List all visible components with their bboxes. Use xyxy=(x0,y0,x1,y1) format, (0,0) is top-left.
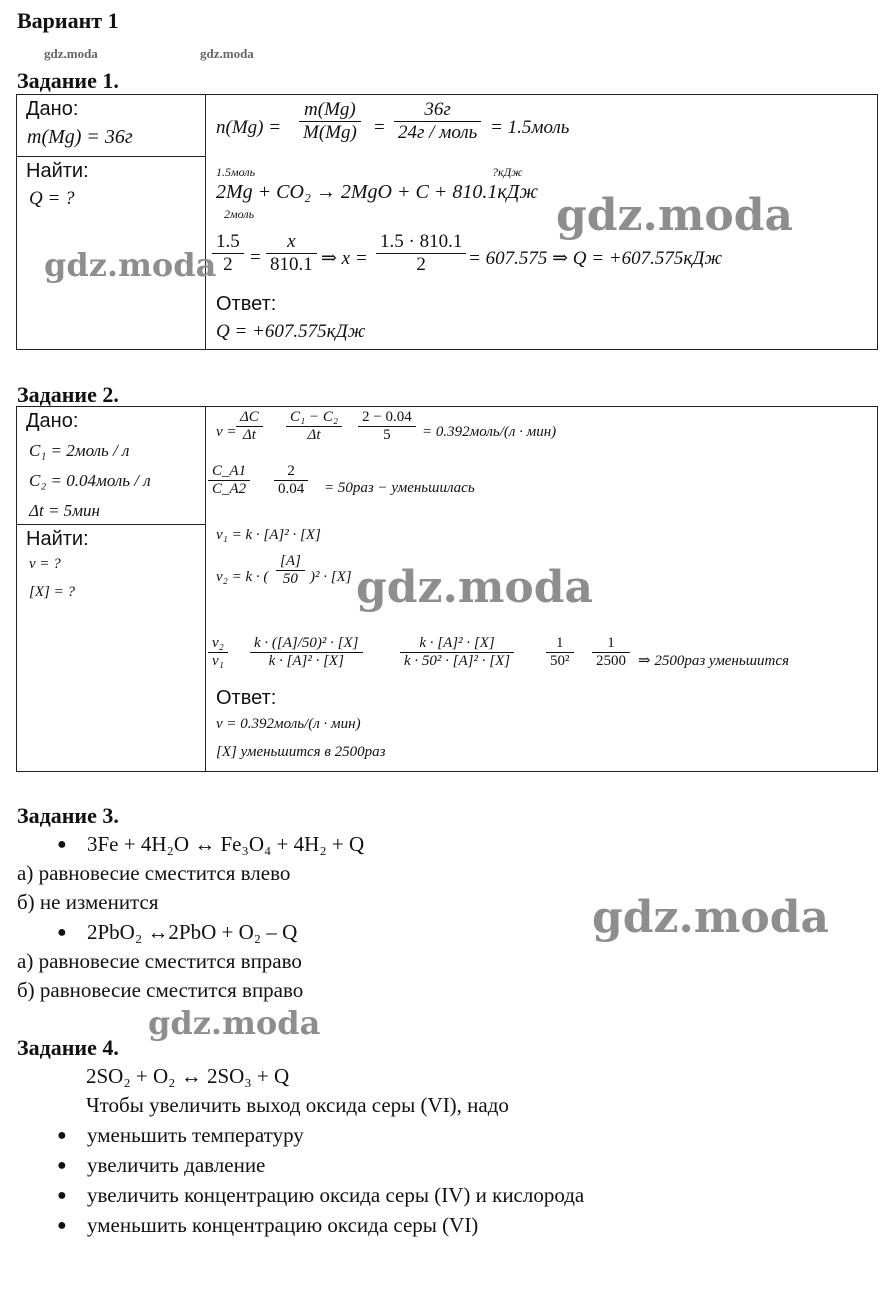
task2-given-c1: C₁ = 2моль / л xyxy=(29,441,130,460)
task2-ratio-f1 xyxy=(250,635,363,670)
task2-r-num2: 2 xyxy=(274,463,308,481)
task3-b1: б) не изменится xyxy=(17,890,159,914)
task3-a2: а) равновесие сместится вправо xyxy=(17,949,302,973)
task2-v-frac3 xyxy=(358,409,416,444)
task2-ratio-f2-num: k · [A]² · [X] xyxy=(400,635,514,653)
task2-v-result: = 0.392моль/(л · мин) xyxy=(422,424,557,440)
task1-answer: Q = +607.575кДж xyxy=(216,321,366,342)
task2-given-dt: Δt = 5мин xyxy=(29,501,100,520)
task2-given-cell xyxy=(17,407,206,525)
task2-find-cell xyxy=(17,525,206,772)
task4-item-text: уменьшить концентрацию оксида серы (VI) xyxy=(87,1213,479,1237)
watermark-2: gdz.moda xyxy=(556,190,794,241)
watermark-small-1: gdz.moda xyxy=(44,46,98,61)
task2-given-label: Дано: xyxy=(26,410,79,432)
task2-ratio-f4-num: 1 xyxy=(592,635,630,653)
task2-find-x: [X] = ? xyxy=(29,584,75,600)
task1-eq-sign: = xyxy=(374,117,385,138)
task4-item-2 xyxy=(57,1153,265,1178)
task1-p-den1: 2 xyxy=(223,254,233,275)
task1-n-frac1 xyxy=(299,99,361,144)
task4-item-text: уменьшить температуру xyxy=(87,1123,304,1147)
task1-reaction: 2Mg + CO₂ → 2MgO + C + 810.1кДж xyxy=(216,181,539,203)
task1-answer-label: Ответ: xyxy=(216,293,277,315)
task2-ratio-f3-den: 50² xyxy=(550,653,570,669)
watermark-3: gdz.moda xyxy=(356,562,594,613)
task1-below-mg: 2моль xyxy=(224,207,255,221)
task1-p-num3: 1.5 · 810.1 xyxy=(376,231,466,254)
task4-intro: Чтобы увеличить выход оксида серы (VI), надо xyxy=(86,1093,509,1117)
task1-find-line: Q = ? xyxy=(29,188,75,209)
task2-find-v: v = ? xyxy=(29,556,61,572)
task1-n-den2: 24г / моль xyxy=(398,122,478,143)
bullet-icon: ● xyxy=(57,1127,67,1144)
task1-p-result: = 607.575 ⇒ Q = +607.575кДж xyxy=(468,248,723,269)
task2-ratio-f2-den: k · 50² · [A]² · [X] xyxy=(404,653,511,669)
task1-given-cell xyxy=(17,95,206,157)
task2-v-frac1 xyxy=(236,409,263,444)
task1-n-num1: m(Mg) xyxy=(299,99,361,122)
watermark-1: gdz.moda xyxy=(44,246,217,284)
task2-ratio-f4 xyxy=(592,635,630,670)
task2-answer2: [X] уменьшится в 2500раз xyxy=(216,744,386,760)
bullet-icon: ● xyxy=(57,1187,67,1204)
task1-p-den3: 2 xyxy=(416,254,426,275)
task2-v1: v₁ = k · [A]² · [X] xyxy=(216,527,321,543)
task1-heading: Задание 1. xyxy=(17,68,119,93)
task2-v2-den: 50 xyxy=(282,571,298,587)
bullet-icon: ● xyxy=(57,924,67,941)
task3-heading: Задание 3. xyxy=(17,803,119,828)
watermark-4: gdz.moda xyxy=(592,892,830,943)
bullet-icon: ● xyxy=(57,1217,67,1234)
task2-answer-label: Ответ: xyxy=(216,687,277,709)
task2-v-den1: Δt xyxy=(242,427,256,443)
task4-item-1 xyxy=(57,1123,304,1148)
task1-above-q: ?кДж xyxy=(492,165,523,179)
task2-v-den3: 5 xyxy=(383,427,391,443)
task1-p-mid: ⇒ x = xyxy=(321,248,368,269)
task3-eq2-text: 2PbO₂ ↔2PbO + O₂ – Q xyxy=(87,920,298,944)
task2-ratio-num: v₂ xyxy=(208,635,228,653)
task2-ratio-f4-den: 2500 xyxy=(596,653,626,669)
bullet-icon: ● xyxy=(57,1157,67,1174)
task2-ratio-den: v₁ xyxy=(212,653,224,669)
task1-p-den2: 810.1 xyxy=(270,254,313,275)
task1-n-den1: M(Mg) xyxy=(303,122,357,143)
task2-r-den2: 0.04 xyxy=(278,481,305,497)
task2-ratio-f1-den: k · [A]² · [X] xyxy=(268,653,344,669)
task2-heading: Задание 2. xyxy=(17,382,119,407)
task4-item-3 xyxy=(57,1183,584,1208)
task1-p-frac3 xyxy=(376,231,466,276)
task2-v-num3: 2 − 0.04 xyxy=(358,409,416,427)
task1-p-num1: 1.5 xyxy=(212,231,244,254)
task4-eq: 2SO₂ + O₂ ↔ 2SO₃ + Q xyxy=(86,1064,290,1088)
task2-v2-rhs: )² · [X] xyxy=(310,569,352,585)
task3-b2: б) равновесие сместится вправо xyxy=(17,978,304,1002)
task2-find-label: Найти: xyxy=(26,528,89,550)
task1-n-frac2 xyxy=(394,99,481,144)
task2-v-lhs: v = xyxy=(216,424,237,440)
task1-n-result: = 1.5моль xyxy=(490,117,570,138)
task2-r-frac1 xyxy=(208,463,250,498)
task2-ratio-result: ⇒ 2500раз уменьшится xyxy=(638,653,789,669)
watermark-small-2: gdz.moda xyxy=(200,46,254,61)
task1-n-lhs: n(Mg) = xyxy=(216,117,282,138)
task2-v-num1: ΔC xyxy=(236,409,263,427)
task1-p-num2: x xyxy=(266,231,317,254)
task4-item-text: увеличить давление xyxy=(87,1153,266,1177)
task2-v-den2: Δt xyxy=(307,427,321,443)
task1-p-frac1 xyxy=(212,231,244,276)
task2-ratio-f1-num: k · ([A]/50)² · [X] xyxy=(250,635,363,653)
task1-n-num2: 36г xyxy=(394,99,481,122)
task1-find-label: Найти: xyxy=(26,160,89,182)
task2-r-frac2 xyxy=(274,463,308,498)
bullet-icon: ● xyxy=(57,836,67,853)
task1-p-frac2 xyxy=(266,231,317,276)
task2-v2-num: [A] xyxy=(276,553,305,571)
task2-v-frac2 xyxy=(286,409,342,444)
task3-eq1 xyxy=(57,832,364,857)
task4-item-text: увеличить концентрацию оксида серы (IV) и кислорода xyxy=(87,1183,585,1207)
task4-heading: Задание 4. xyxy=(17,1035,119,1060)
task2-ratio-frac xyxy=(208,635,228,670)
task1-given-label: Дано: xyxy=(26,98,79,120)
task3-eq2 xyxy=(57,920,297,945)
task2-r-num: C_A1 xyxy=(208,463,250,481)
task3-eq1-text: 3Fe + 4H₂O ↔ Fe₃O₄ + 4H₂ + Q xyxy=(87,832,365,856)
page-title: Вариант 1 xyxy=(17,8,119,33)
task2-ratio-f3-num: 1 xyxy=(546,635,574,653)
task3-a1: а) равновесие сместится влево xyxy=(17,861,291,885)
task1-above-mg: 1.5моль xyxy=(216,165,256,179)
task2-r-result: = 50раз − уменьшилась xyxy=(324,480,475,496)
task2-r-den: C_A2 xyxy=(212,481,247,497)
task2-ratio-f3 xyxy=(546,635,574,670)
task2-v2-lhs: v₂ = k · ( xyxy=(216,569,269,585)
task4-item-4 xyxy=(57,1213,478,1238)
task2-answer1: v = 0.392моль/(л · мин) xyxy=(216,716,361,732)
task2-ratio-f2 xyxy=(400,635,514,670)
watermark-5: gdz.moda xyxy=(148,1004,321,1042)
task1-given-line: m(Mg) = 36г xyxy=(27,126,133,148)
task2-v2-frac xyxy=(276,553,305,588)
task2-v-num2: C₁ − C₂ xyxy=(286,409,342,427)
task1-p-eq: = xyxy=(250,247,261,268)
task2-given-c2: C₂ = 0.04моль / л xyxy=(29,471,151,490)
